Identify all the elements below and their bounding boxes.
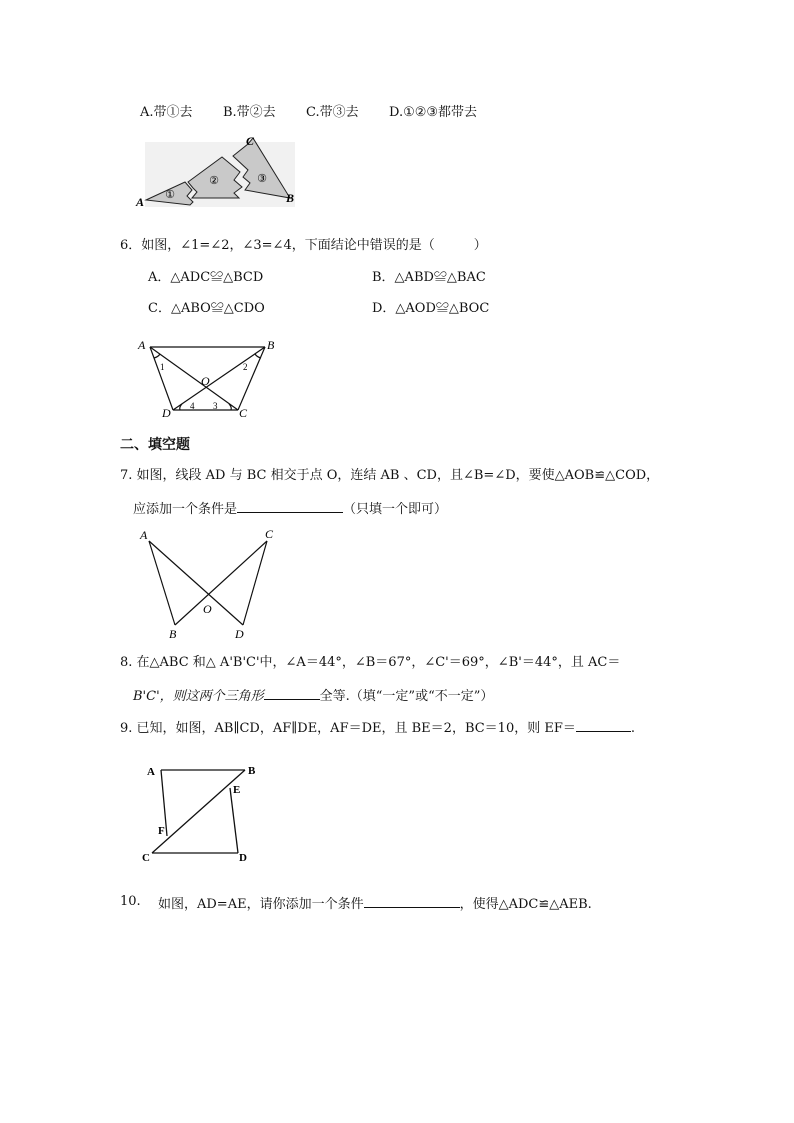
segment-bc — [152, 770, 245, 853]
angle-3-label: 3 — [213, 401, 218, 411]
angle-1-arc — [154, 354, 160, 358]
q6-option-b: B．△ABD≌△BAC — [372, 270, 486, 285]
q5-option-b: B.带②去 — [223, 105, 276, 120]
label-o: O — [201, 374, 210, 388]
q7-line1: 7. 如图，线段 AD 与 BC 相交于点 O，连结 AB 、CD，且∠B=∠D，要使△AOB≌△COD， — [120, 468, 660, 483]
segment-cd — [243, 541, 267, 625]
label-o: O — [203, 602, 212, 616]
label-d: D — [235, 627, 244, 641]
label-b: B — [248, 765, 256, 777]
label-b: B — [169, 627, 177, 641]
q9-parallelogram-figure — [140, 760, 270, 870]
label-c: C — [142, 852, 150, 864]
q10-text — [158, 894, 592, 913]
q9-text-post: . — [630, 721, 636, 736]
angle-2-arc — [255, 354, 261, 358]
q8-line1: 8. 在△ABC 和△ A'B'C'中，∠A＝44°，∠B＝67°，∠C'＝69°，∠B'＝44°，且 AC＝ — [120, 655, 621, 670]
piece-3-label: ③ — [257, 173, 267, 185]
q5-broken-triangle-figure — [130, 130, 300, 215]
q9-answer-blank[interactable] — [576, 718, 631, 732]
q7-answer-blank[interactable] — [237, 499, 343, 513]
q8-answer-blank[interactable] — [264, 686, 320, 700]
piece-1-label: ① — [165, 189, 175, 201]
section-title: 二、填空题 — [120, 437, 190, 453]
label-d: D — [162, 406, 171, 420]
q10-text-pre: 如图，AD=AE，请你添加一个条件 — [158, 897, 364, 912]
q8-line2 — [133, 686, 493, 705]
q6-option-d: D．△AOD≌△BOC — [372, 301, 490, 316]
q7-line2 — [133, 499, 447, 518]
q9-text-pre: 9. 已知，如图，AB∥CD，AF∥DE，AF＝DE，且 BE＝2，BC＝10，则 EF＝ — [120, 721, 576, 736]
label-a: A — [147, 766, 155, 778]
label-b: B — [286, 191, 295, 205]
segment-ab — [149, 541, 175, 625]
q5-option-a: A.带①去 — [140, 105, 193, 120]
angle-4-label: 4 — [190, 401, 195, 411]
q10-number: 10. — [120, 894, 141, 909]
label-a: A — [138, 338, 146, 352]
q9-text — [120, 718, 635, 737]
q6-trapezoid-figure — [135, 335, 285, 425]
label-c: C — [239, 406, 248, 420]
label-d: D — [239, 852, 247, 864]
q8-line2-post: 全等.（填“一定”或“不一定”） — [319, 689, 494, 704]
label-a: A — [140, 528, 148, 542]
q8-line2-pre: B'C'，则这两个三角形 — [133, 689, 264, 704]
q7-line2-post: （只填一个即可） — [343, 502, 448, 517]
side-ad — [150, 347, 173, 410]
q5-option-d: D.①②③都带去 — [389, 105, 478, 120]
q5-option-c: C.带③去 — [306, 105, 359, 120]
angle-2-label: 2 — [243, 362, 248, 372]
label-f: F — [158, 825, 165, 837]
label-c: C — [265, 527, 274, 541]
q7-crossing-segments-figure — [135, 525, 285, 645]
q6-option-a: A．△ADC≌△BCD — [148, 270, 264, 285]
label-a: A — [136, 195, 145, 209]
segment-ed — [230, 788, 238, 853]
angle-1-label: 1 — [160, 362, 165, 372]
q7-line2-pre: 应添加一个条件是 — [133, 502, 238, 517]
label-c: C — [246, 134, 255, 148]
q10-answer-blank[interactable] — [364, 894, 460, 908]
q6-option-c: C．△ABO≌△CDO — [148, 301, 265, 316]
label-e: E — [233, 784, 241, 796]
piece-2-label: ② — [209, 175, 219, 187]
q10-text-post: ，使得△ADC≌△AEB. — [459, 897, 592, 912]
segment-cb — [175, 541, 267, 625]
segment-ad — [149, 541, 243, 625]
label-b: B — [267, 338, 275, 352]
q6-stem: 6．如图，∠1=∠2，∠3=∠4，下面结论中错误的是（ ） — [120, 238, 487, 253]
